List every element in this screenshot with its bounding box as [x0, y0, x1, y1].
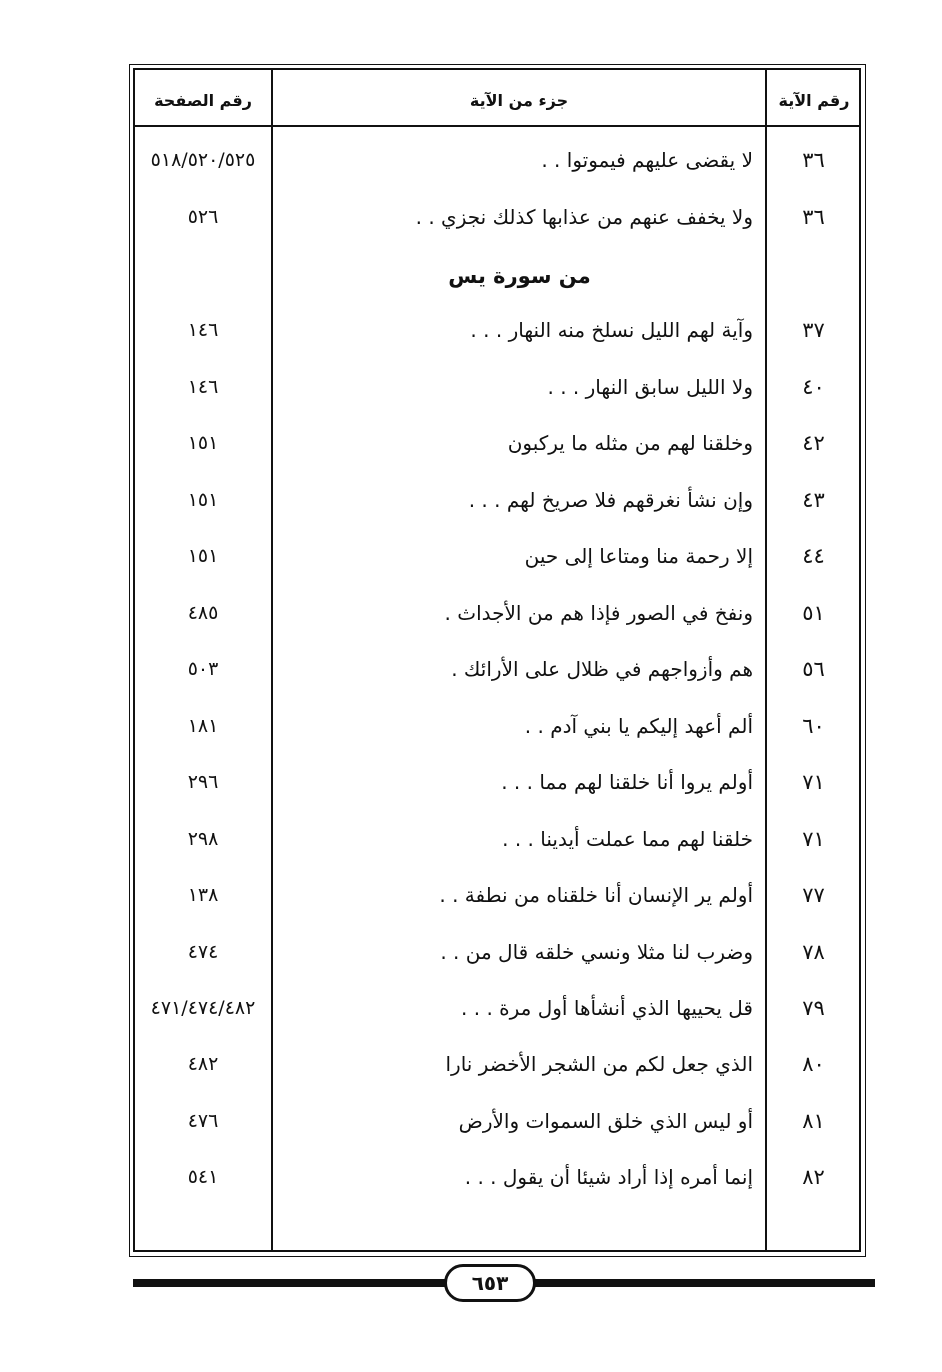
verse-text: وإن نشأ نغرقهم فلا صريخ لهم . . . [468, 488, 753, 512]
verse-text: وضرب لنا مثلا ونسي خلقه قال من . . [440, 940, 753, 964]
verse-text: ألم أعهد إليكم يا بني آدم . . [524, 714, 753, 738]
page-ref: ٥٠٣ [187, 658, 219, 680]
page-ref: ٤٧٦ [187, 1110, 219, 1132]
table-row [133, 986, 861, 1030]
page-ref: ١٥١ [187, 545, 219, 567]
ayah-number: ٧٩ [802, 996, 825, 1020]
page-ref: ١٤٦ [187, 319, 219, 341]
ayah-number: ٨٢ [802, 1165, 825, 1189]
table-row [133, 704, 861, 748]
table-row [133, 138, 861, 182]
ayah-number: ٧٨ [802, 940, 825, 964]
page-ref: ٥٤١ [187, 1166, 219, 1188]
table-row [133, 478, 861, 522]
ayah-number: ٣٦ [802, 205, 825, 229]
table-row [133, 1042, 861, 1086]
page-ref: ١٣٨ [187, 884, 219, 906]
page-ref: ١٥١ [187, 432, 219, 454]
table-row [133, 647, 861, 691]
verse-text: إلا رحمة منا ومتاعا إلى حين [524, 544, 753, 568]
table-row [133, 365, 861, 409]
verse-text: أولم يروا أنا خلقنا لهم مما . . . [501, 770, 753, 794]
verse-text: إنما أمره إذا أراد شيئا أن يقول . . . [464, 1165, 753, 1189]
table-row [133, 534, 861, 578]
ayah-number: ٧١ [802, 770, 825, 794]
page-ref: ٤٧٤ [187, 941, 219, 963]
verse-text: خلقنا لهم مما عملت أيدينا . . . [502, 827, 753, 851]
table-row [133, 308, 861, 352]
table-row [133, 591, 861, 635]
page-ref: ٤٧١/٤٧٤/٤٨٢ [150, 997, 256, 1019]
ayah-number: ٤٣ [802, 488, 825, 512]
page-ref: ٤٨٢ [187, 1053, 219, 1075]
page-ref: ٢٩٦ [187, 771, 219, 793]
ayah-number: ٦٠ [802, 714, 825, 738]
ayah-number: ٤٢ [802, 431, 825, 455]
header-page-number: رقم الصفحة [154, 90, 252, 110]
ayah-number: ٤٠ [802, 375, 825, 399]
ayah-number: ٤٤ [802, 544, 825, 568]
ayah-number: ٨٠ [802, 1052, 825, 1076]
ayah-number: ٧٧ [802, 883, 825, 907]
table-row [133, 930, 861, 974]
page-ref: ٤٨٥ [187, 602, 219, 624]
page-ref: ٥١٨/٥٢٠/٥٢٥ [150, 149, 256, 171]
page-ref: ٥٢٦ [187, 206, 219, 228]
ayah-number: ٧١ [802, 827, 825, 851]
verse-text: ونفخ في الصور فإذا هم من الأجداث . [444, 601, 753, 625]
page-ref: ١٨١ [187, 715, 219, 737]
page-ref: ١٤٦ [187, 376, 219, 398]
table-row [133, 1155, 861, 1199]
table-row [133, 873, 861, 917]
verse-text: لا يقضى عليهم فيموتوا . . [541, 148, 753, 172]
ayah-number: ٣٧ [802, 318, 825, 342]
ayah-number: ٣٦ [802, 148, 825, 172]
ayah-number: ٥١ [802, 601, 825, 625]
verse-text: أولم ير الإنسان أنا خلقناه من نطفة . . [439, 883, 753, 907]
ayah-number: ٥٦ [802, 657, 825, 681]
page-number: ٦٥٣ [444, 1264, 536, 1302]
table-row [133, 1099, 861, 1143]
verse-text: وآية لهم الليل نسلخ منه النهار . . . [470, 318, 753, 342]
surah-section-title: من سورة يس [448, 264, 591, 288]
verse-text: قل يحييها الذي أنشأها أول مرة . . . [461, 996, 753, 1020]
verse-text: أو ليس الذي خلق السموات والأرض [458, 1109, 753, 1133]
table-row [133, 195, 861, 239]
verse-text: وخلقنا لهم من مثله ما يركبون [507, 431, 753, 455]
header-ayah-number: رقم الآية [778, 90, 850, 110]
table-row [133, 817, 861, 861]
verse-text: ولا يخفف عنهم من عذابها كذلك نجزي . . [415, 205, 753, 229]
page-ref: ٢٩٨ [187, 828, 219, 850]
header-verse-part: جزء من الآية [469, 90, 569, 110]
verse-text: الذي جعل لكم من الشجر الأخضر نارا [445, 1052, 753, 1076]
ayah-number: ٨١ [802, 1109, 825, 1133]
table-row [133, 421, 861, 465]
verse-text: ولا الليل سابق النهار . . . [547, 375, 753, 399]
table-row [133, 760, 861, 804]
page-ref: ١٥١ [187, 489, 219, 511]
header-divider [133, 125, 861, 127]
verse-text: هم وأزواجهم في ظلال على الأرائك . [451, 657, 753, 681]
